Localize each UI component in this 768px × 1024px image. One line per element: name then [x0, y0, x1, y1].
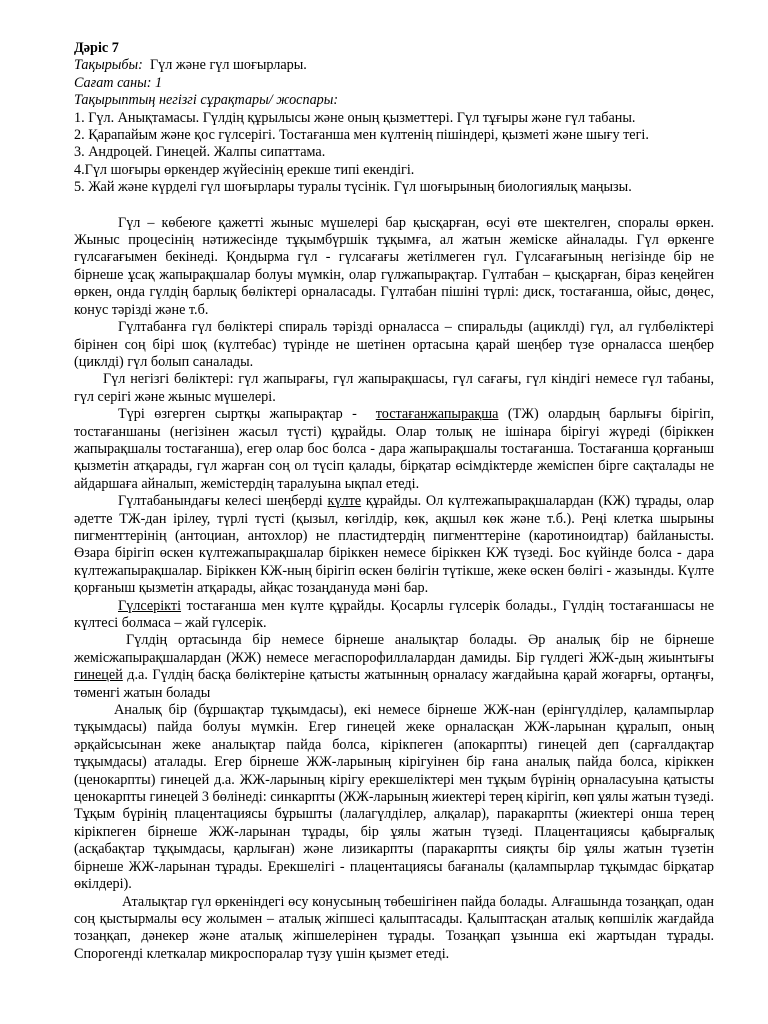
paragraph-corolla — [74, 493, 714, 597]
calyx-term: тостағанжапырақша — [375, 406, 499, 423]
paragraph-flower-definition: Гүл – көбеюге қажетті жыныс мүшелері бар қысқарған, өсуі өте шектелген, споралы өркен. Жыныс процесінің нәтижесінде тұқымбүршік тұқымға, ал жатын жеміске айналады. Гүл өркенге гүлсағағымен бекінеді. Қондырма гүл - гүлсағағы жетілмеген гүл. Гүлсағағының негізінде бір не бірнеше ұсақ жапырақшалар болуы мүмкін, олар гүлжапырақтар. Гүлтабан – қысқарған, біраз кеңейген өркен, онда гүлдің барлық бөліктері орналасады. Гүлтабан пішіні түрлі: диск, тостағанша, ойыс, дөңес, конус тәрізді және т.б. — [74, 214, 714, 318]
plan-item-5: 5. Жай және күрделі гүл шоғырлары туралы түсінік. Гүл шоғырының биологиялық маңызы. — [74, 179, 632, 196]
paragraph-arrangement: Гүлтабанға гүл бөліктері спираль тәрізді орналасса – спиральды (ациклді) гүл, ал гүлбөліктері бірінен соң бірі шоқ (күлтебас) түрінде не шетінен ортасына қарай шеңбер түзе орналасса шеңбер (циклді) гүл болып саналады. — [74, 319, 714, 370]
plan-item-3: 3. Андроцей. Гинецей. Жалпы сипаттама. — [74, 144, 326, 161]
paragraph-main-parts: Гүл негізгі бөліктері: гүл жапырағы, гүл жапырақшасы, гүл сағағы, гүл кіндігі немесе гүл табаны, гүл серігі және жыныс мүшелері. — [74, 371, 714, 405]
calyx-text-end: (ТЖ) олардың барлығы бірігіп, тостағаншаны (негізінен жасыл түсті) құрайды. Олар толық не ішінара бірігуі жүреді (біріккен жапырақшалы тостағанша), егер олар бос болса - дара жапырақшалы тостағанша. Тостағанша қорғаныш қызметін атқарады, гүл жарған соң ол түсіп қалады, бірқатар өсімдіктерде жеміспен бірге сақталады не айдаршаға айналып, жемістердің таралуына ықпал етеді. — [74, 406, 714, 492]
paragraph-gynoecium — [74, 632, 714, 702]
perianth-term: Гүлсерікті — [118, 597, 182, 614]
corolla-term: күлте — [327, 493, 362, 510]
section-gap — [74, 197, 714, 215]
document-page — [74, 40, 714, 963]
corolla-text-start: Гүлтабанындағы келесі шеңберді — [118, 493, 328, 510]
plan-item-4: 4.Гүл шоғыры өркендер жүйесінің ерекше типі екендігі. — [74, 161, 415, 178]
plan-item-2: 2. Қарапайым және қос гүлсерігі. Тостағанша мен күлтенің пішіндері, қызметі және шығу тегі. — [74, 127, 649, 144]
corolla-text-end: құрайды. Ол күлтежапырақшалардан (КЖ) тұрады, олар әдетте ТЖ-дан ірілеу, түрлі түсті (қызыл, көгілдір, көк, ақшыл көк және т.б.). Реңі клетка шырыны пигменттерінің (антоциан, антохлор) не пластидтердің пигменттеріне (каротиноидтар) байланысты. Өзара бірігіп өскен күлтежапырақшалар біріккен немесе біріккен КЖ түзеді. Бос күйінде болса - дара күлтежапырақшалар. Біріккен КЖ-ның бірігіп өскен бөлігін түтікше, жеке өскен бөлігі - жазынды. Күлте қорғаныш қызметін атқарады, айқас тозаңдануда мәні бар. — [74, 493, 714, 597]
paragraph-stamens: Аталықтар гүл өркеніндегі өсу конусының төбешігінен пайда болады. Алғашында тозаңқап, одан соң қыстырмалы өсу жолымен – аталық жіпшесі қалыптасады. Қалыптасқан аталық көпшілік жағдайда тозаңқап, дәнекер және аталық жіпшелерінен тұрады. Тозаңқап ұзынша екі жартыдан тұрады. Спорогенді клеткалар микроспоралар түзу үшін қызмет етеді. — [74, 893, 714, 962]
gynoecium-term: гинецей — [74, 667, 123, 684]
gynoecium-text-start: Гүлдің ортасында бір немесе бірнеше аналықтар болады. Әр аналық бір не бірнеше жемісжапырақшалардан (ЖЖ) немесе мегаспорофиллалардан дамиды. Бір гүлдегі ЖЖ-дың жиынтығы — [74, 632, 714, 666]
perianth-text: тостағанша мен күлте құрайды. Қосарлы гүлсерік болады., Гүлдің тостағаншасы не күлтесі болмаса – жай гүлсерік. — [74, 597, 714, 631]
lesson-title: Дәріс 7 — [74, 40, 119, 56]
paragraph-perianth — [74, 598, 714, 633]
paragraph-calyx — [74, 406, 714, 493]
calyx-text-start: Түрі өзгерген сыртқы жапырақтар - — [118, 406, 376, 423]
plan-heading: Тақырыптың негізгі сұрақтары/ жоспары: — [74, 92, 339, 109]
topic-label: Тақырыбы: — [74, 57, 143, 74]
gynoecium-text-end: д.а. Гүлдің басқа бөліктеріне қатысты жатынның орналасу жағдайына қарай жоғарғы, ортаңғы, төменгі жатын болады — [74, 667, 714, 701]
plan-item-1: 1. Гүл. Анықтамасы. Гүлдің құрылысы және оның қызметтері. Гүл тұғыры және гүл табаны. — [74, 109, 636, 126]
topic-line — [74, 57, 714, 74]
hours-line: Сағат саны: 1 — [74, 74, 163, 91]
paragraph-pistil-types: Аналық бір (бұршақтар тұқымдасы), екі немесе бірнеше ЖЖ-нан (ерінгүлділер, қалампырлар тұқымдасы) пайда болуы мүмкін. Егер гинецей жеке орналасқан ЖЖ-ларынан құралып, оның әрқайсысынан жеке аналықтар пайда болса, кірікпеген (апокарпты) гинецей деп (сарғалдақтар тұқымдасы) аталады. Егер бірнеше ЖЖ-ларының кірігуінен бір ғана аналық пайда болса, кіріккен (ценокарпты) гинецей д.а. ЖЖ-ларының кірігу ерекшеліктері мен тұқым бүрінің орналасуына қатысты ценокарпты гинецей 3 бөлінеді: синкарпты (ЖЖ-ларының жиектері терең кірігіп, көп ұялы жатын түзеді. Тұқым бүрінің плацентациясы бұрышты (лалагүлділер, алқалар), паракарпты (жиектері онша терең кірікпеген бірнеше ЖЖ-ларынан тұрады, бір ұялы жатын түзеді. Плацентациясы қабырғалық (асқабақтар тұқымдасы, қарлыған) және лизикарпты (паракарпты сияқты бір ұялы жатын түзетін бірнеше ЖЖ-ларынан тұрады. Ерекшелігі - плацентациясы бағаналы (қалампырлар тұқымдас бірқатар өкілдері). — [74, 702, 714, 893]
topic-value: Гүл және гүл шоғырлары. — [142, 57, 307, 74]
